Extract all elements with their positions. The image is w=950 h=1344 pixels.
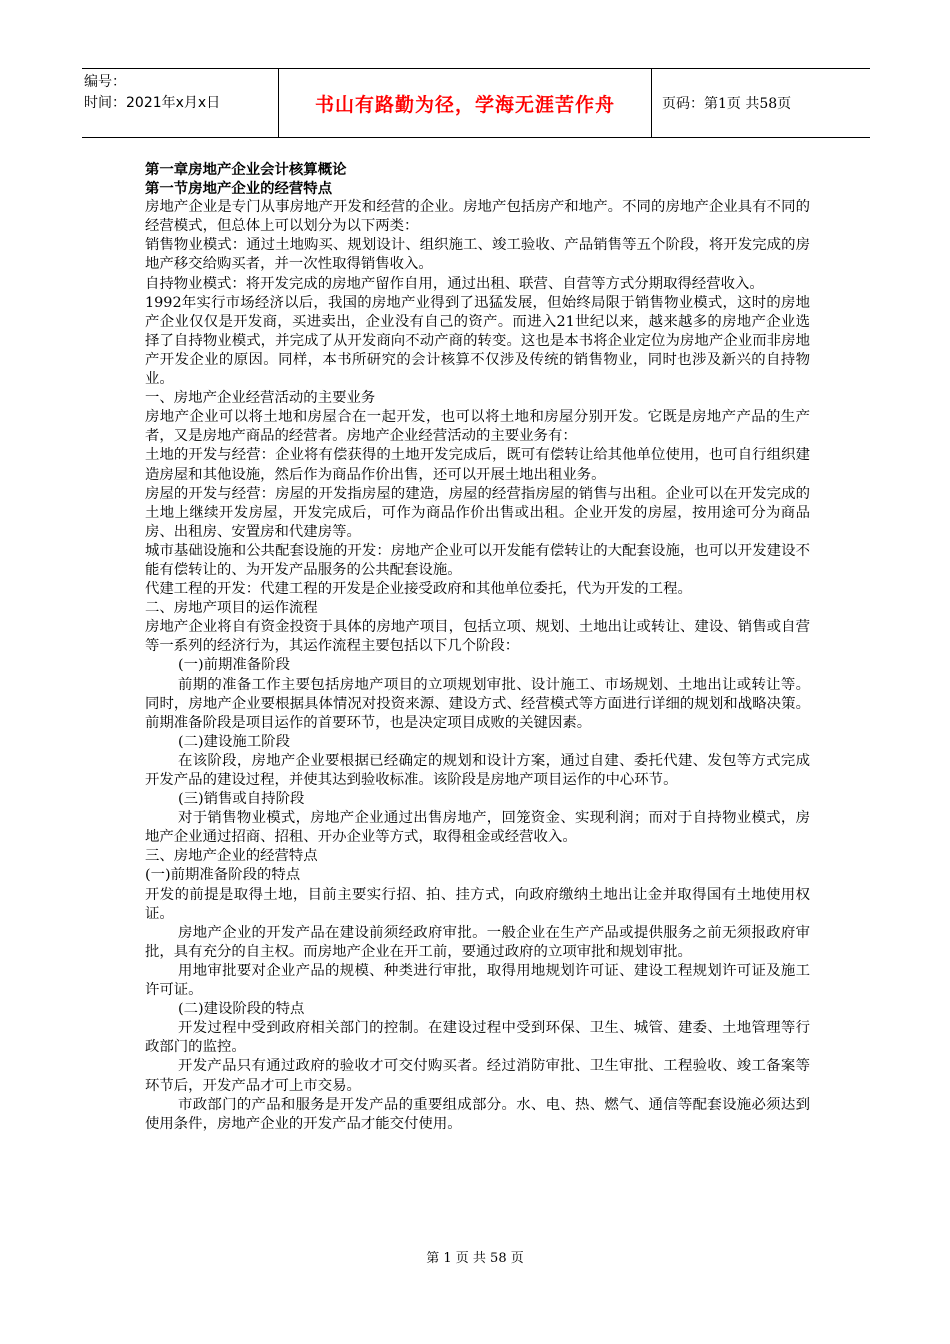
paragraph: 开发过程中受到政府相关部门的控制。在建设过程中受到环保、卫生、城管、建委、土地管理等行政部门的监控。 [145,1020,810,1056]
subheading: 三、房地产企业的经营特点 [145,848,318,865]
subheading: 一、房地产企业经营活动的主要业务 [145,390,376,407]
stage-heading: (一)前期准备阶段 [178,657,290,674]
stage-heading: (二)建设阶段的特点 [178,1001,305,1018]
header-left-cell [82,69,278,137]
stage-heading: (三)销售或自持阶段 [178,791,305,808]
paragraph: 房地产企业可以将土地和房屋合在一起开发，也可以将土地和房屋分别开发。它既是房地产产品的生产者，又是房地产商品的经营者。房地产企业经营活动的主要业务有： [145,409,810,445]
paragraph: 土地的开发与经营：企业将有偿获得的土地开发完成后，既可有偿转让给其他单位使用，也可自行组织建造房屋和其他设施，然后作为商品作价出售，还可以开展土地出租业务。 [145,447,810,483]
paragraph: 对于销售物业模式，房地产企业通过出售房地产，回笼资金、实现利润；而对于自持物业模式，房地产企业通过招商、招租、开办企业等方式，取得租金或经营收入。 [145,810,810,846]
paragraph: 房地产企业是专门从事房地产开发和经营的企业。房地产包括房产和地产。不同的房地产企业具有不同的经营模式，但总体上可以划分为以下两类： [145,199,810,235]
stage-heading: (一)前期准备阶段的特点 [145,867,301,884]
stage-heading: (二)建设施工阶段 [178,733,290,750]
paragraph: 1992年实行市场经济以后，我国的房地产业得到了迅猛发展，但始终局限于销售物业模式，这时的房地产企业仅仅是开发商，买进卖出，企业没有自己的资产。而进入21世纪以来，越来越多的房地产企业选择了自持物业模式，并完成了从开发商向不动产商的转变。这也是本书将企业定位为房地产企业而非房地产开发企业的原因。同样，本书所研究的会计核算不仅涉及传统的销售物业，同时也涉及新兴的自持物业。 [145,294,810,388]
paragraph: 销售物业模式：通过土地购买、规划设计、组织施工、竣工验收、产品销售等五个阶段，将开发完成的房地产移交给购买者，并一次性取得销售收入。 [145,237,810,273]
document-date-label: 时间：2021年x月x日 [84,95,221,111]
paragraph: 房地产企业的开发产品在建设前须经政府审批。一般企业在生产产品或提供服务之前无须报政府审批，具有充分的自主权。而房地产企业在开工前，要通过政府的立项审批和规划审批。 [145,924,810,960]
paragraph: 用地审批要对企业产品的规模、种类进行审批，取得用地规划许可证、建设工程规划许可证及施工许可证。 [145,962,810,999]
paragraph: 在该阶段，房地产企业要根据已经确定的规划和设计方案，通过自建、委托代建、发包等方式完成开发产品的建设过程，并使其达到验收标准。该阶段是房地产项目运作的中心环节。 [145,752,810,788]
subheading: 二、房地产项目的运作流程 [145,600,318,617]
paragraph: 代建工程的开发：代建工程的开发是企业接受政府和其他单位委托，代为开发的工程。 [145,581,692,598]
document-body [145,160,810,1134]
paragraph: 房地产企业将自有资金投资于具体的房地产项目，包括立项、规划、土地出让或转让、建设、销售或自营等一系列的经济行为，其运作流程主要包括以下几个阶段： [145,619,810,655]
paragraph: 市政部门的产品和服务是开发产品的重要组成部分。水、电、热、燃气、通信等配套设施必须达到使用条件，房地产企业的开发产品才能交付使用。 [145,1096,810,1132]
paragraph: 房屋的开发与经营：房屋的开发指房屋的建造，房屋的经营指房屋的销售与出租。企业可以在开发完成的土地上继续开发房屋，开发完成后，可作为商品作价出售或出租。企业开发的房屋，按用途可分为商品房、出租房、安置房和代建房等。 [145,485,810,540]
paragraph: 开发产品只有通过政府的验收才可交付购买者。经过消防审批、卫生审批、工程验收、竣工备案等环节后，开发产品才可上市交易。 [145,1058,810,1094]
page-header [82,68,870,138]
paragraph: 自持物业模式：将开发完成的房地产留作自用，通过出租、联营、自营等方式分期取得经营收入。 [145,275,764,292]
page-info: 页码：第1页 共58页 [662,96,792,112]
page-footer [0,1247,950,1266]
motto-text: 书山有路勤为径，学海无涯苦作舟 [314,93,615,116]
header-page-cell [652,69,870,137]
header-motto-cell [278,69,652,137]
document-number-label: 编号： [84,74,126,90]
paragraph: 前期的准备工作主要包括房地产项目的立项规划审批、设计施工、市场规划、土地出让或转让等。同时，房地产企业要根据具体情况对投资来源、建设方式、经营模式等方面进行详细的规划和战略决策。前期准备阶段是项目运作的首要环节，也是决定项目成败的关键因素。 [145,676,810,731]
page-number-text: 第 1 页 共 58 页 [426,1251,524,1266]
paragraph: 城市基础设施和公共配套设施的开发：房地产企业可以开发能有偿转让的大配套设施，也可以开发建设不能有偿转让的、为开发产品服务的公共配套设施。 [145,542,810,578]
paragraph: 开发的前提是取得土地，目前主要实行招、拍、挂方式，向政府缴纳土地出让金并取得国有土地使用权证。 [145,886,810,922]
section-title: 第一节房地产企业的经营特点 [145,180,333,198]
chapter-title: 第一章房地产企业会计核算概论 [145,161,347,178]
